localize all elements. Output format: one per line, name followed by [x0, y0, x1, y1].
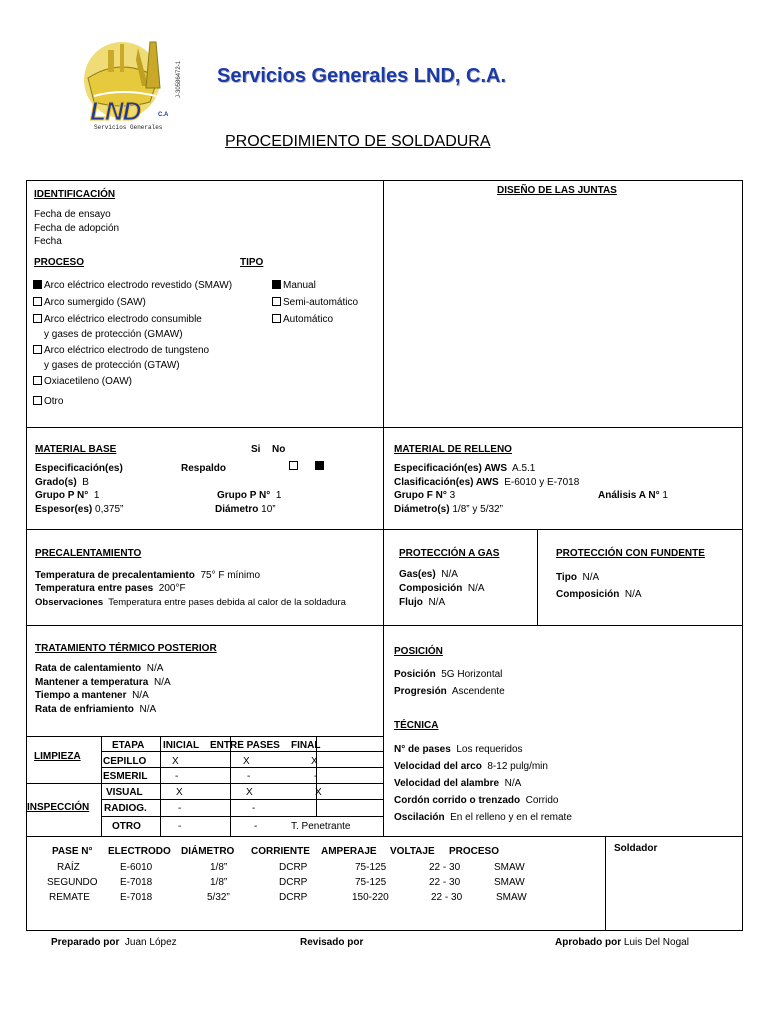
row-esmeril-etapa: ESMERIL	[103, 771, 148, 782]
row-visual-inicial: X	[176, 787, 183, 798]
pase-segundo-voltaje: 22 - 30	[429, 877, 461, 888]
row-otro-final: T. Penetrante	[291, 821, 351, 832]
revisado-por: Revisado por	[300, 937, 364, 948]
material-relleno-heading: MATERIAL DE RELLENO	[394, 444, 512, 455]
temp-precal-row: Temperatura de precalentamiento 75° F mínimo	[35, 570, 261, 581]
header-final: FINAL	[291, 740, 321, 751]
oscilacion-row: Oscilación En el relleno y en el remate	[394, 812, 572, 823]
row-radiog-inicial: -	[178, 803, 182, 814]
diseno-heading: DISEÑO DE LAS JUNTAS	[497, 185, 617, 196]
tratamiento-heading: TRATAMIENTO TÉRMICO POSTERIOR	[35, 643, 217, 654]
pases-header-electrodo: ELECTRODO	[108, 846, 171, 857]
proceso-option-gtaw-line2: y gases de protección (GTAW)	[44, 360, 180, 371]
grupo-f-row: Grupo F N° 3	[394, 490, 456, 501]
posicion-heading: POSICIÓN	[394, 646, 443, 657]
preparado-por: Preparado por Juan López	[51, 937, 177, 948]
fundente-composicion-row: Composición N/A	[556, 589, 642, 600]
proceso-option-gmaw[interactable]: Arco eléctrico electrodo consumible	[33, 314, 202, 325]
pases-header-diametro: DIÁMETRO	[181, 846, 235, 857]
pase-segundo-corriente: DCRP	[279, 877, 308, 888]
mantener-temp-row: Mantener a temperatura N/A	[35, 677, 171, 688]
checkbox-icon[interactable]	[33, 376, 42, 385]
header-entre-pases: ENTRE PASES	[210, 740, 280, 751]
checkbox-icon[interactable]	[272, 280, 281, 289]
row-visual-etapa: VISUAL	[106, 787, 143, 798]
num-pases-row: N° de pases Los requeridos	[394, 744, 523, 755]
diametros-row: Diámetro(s) 1/8” y 5/32”	[394, 504, 503, 515]
proceso-option-oaw[interactable]: Oxiacetileno (OAW)	[33, 376, 132, 387]
limpieza-label: LIMPIEZA	[34, 751, 81, 762]
row-cepillo-etapa: CEPILLO	[103, 756, 147, 767]
row-visual-entre: X	[246, 787, 253, 798]
analisis-row: Análisis A N° 1	[598, 490, 668, 501]
row-cepillo-entre: X	[243, 756, 250, 767]
logo-lnd-text: LND	[90, 96, 141, 126]
pases-header-amperaje: AMPERAJE	[321, 846, 377, 857]
pase-raiz-corriente: DCRP	[279, 862, 308, 873]
tipo-option-auto[interactable]: Automático	[272, 314, 333, 325]
company-name: Servicios Generales LND, C.A.	[217, 65, 507, 87]
row-esmeril-entre: -	[247, 771, 251, 782]
soldador-label: Soldador	[614, 843, 658, 854]
proceso-option-smaw[interactable]: Arco eléctrico electrodo revestido (SMAW)	[33, 280, 232, 291]
checkbox-icon[interactable]	[33, 396, 42, 405]
checkbox-icon[interactable]	[33, 314, 42, 323]
row-cepillo-final: X	[311, 756, 318, 767]
precalentamiento-heading: PRECALENTAMIENTO	[35, 548, 142, 559]
row-otro-inicial: -	[178, 821, 182, 832]
pase-remate-amperaje: 150-220	[352, 892, 389, 903]
proteccion-gas-heading: PROTECCIÓN A GAS	[399, 548, 500, 559]
pase-remate-diametro: 5/32”	[207, 892, 230, 903]
respaldo-si-checkbox[interactable]	[289, 461, 298, 470]
tecnica-heading: TÉCNICA	[394, 720, 439, 731]
pase-remate-pase: REMATE	[49, 892, 90, 903]
rata-enfriamiento-row: Rata de enfriamiento N/A	[35, 704, 157, 715]
rata-calentamiento-row: Rata de calentamiento N/A	[35, 663, 164, 674]
espec-aws-row: Especificación(es) AWS A.5.1	[394, 463, 536, 474]
gas-row: Gas(es) N/A	[399, 569, 458, 580]
pase-remate-proceso: SMAW	[496, 892, 527, 903]
checkbox-icon[interactable]	[33, 297, 42, 306]
respaldo-no-checkbox[interactable]	[315, 461, 324, 470]
pase-raiz-diametro: 1/8”	[210, 862, 228, 873]
pase-raiz-pase: RAÍZ	[57, 862, 80, 873]
pase-segundo-proceso: SMAW	[494, 877, 525, 888]
clasif-aws-row: Clasificación(es) AWS E-6010 y E-7018	[394, 477, 580, 488]
tipo-heading: TIPO	[240, 257, 264, 268]
proceso-option-saw[interactable]: Arco sumergido (SAW)	[33, 297, 146, 308]
company-logo	[76, 38, 194, 133]
tipo-option-manual[interactable]: Manual	[272, 280, 316, 291]
espesor-row: Espesor(es) 0,375”	[35, 504, 124, 515]
logo-subtext: Servicios Generales	[94, 124, 163, 131]
aprobado-por: Aprobado por Luis Del Nogal	[555, 937, 689, 948]
proceso-option-gmaw-line2: y gases de protección (GMAW)	[44, 329, 183, 340]
progresion-row: Progresión Ascendente	[394, 686, 505, 697]
observaciones-row: Observaciones Temperatura entre pases debida al calor de la soldadura	[35, 597, 346, 608]
fecha-adopcion-label: Fecha de adopción	[34, 223, 120, 234]
posicion-row: Posición 5G Horizontal	[394, 669, 503, 680]
pase-raiz-proceso: SMAW	[494, 862, 525, 873]
material-base-heading: MATERIAL BASE	[35, 444, 117, 455]
fecha-ensayo-label: Fecha de ensayo	[34, 209, 111, 220]
grupo2-row: Grupo P N° 1	[217, 490, 282, 501]
pase-segundo-amperaje: 75-125	[355, 877, 387, 888]
proceso-option-gtaw[interactable]: Arco eléctrico electrodo de tungsteno	[33, 345, 209, 356]
proceso-option-otro[interactable]: Otro	[33, 396, 63, 407]
si-label: Si	[251, 444, 261, 455]
row-cepillo-inicial: X	[172, 756, 179, 767]
temp-entre-row: Temperatura entre pases 200°F	[35, 583, 186, 594]
checkbox-icon[interactable]	[33, 280, 42, 289]
row-radiog-etapa: RADIOG.	[104, 803, 147, 814]
fundente-tipo-row: Tipo N/A	[556, 572, 600, 583]
doc-title: PROCEDIMIENTO DE SOLDADURA	[225, 133, 491, 150]
pase-raiz-amperaje: 75-125	[355, 862, 387, 873]
row-visual-final: X	[315, 787, 322, 798]
pase-segundo-electrodo: E-7018	[120, 877, 153, 888]
pases-header-corriente: CORRIENTE	[251, 846, 310, 857]
row-esmeril-final: -	[314, 771, 318, 782]
logo-ca-text: C.A	[158, 112, 169, 118]
grupo-row: Grupo P N° 1	[35, 490, 100, 501]
checkbox-icon[interactable]	[33, 345, 42, 354]
row-otro-etapa: OTRO	[112, 821, 141, 832]
fecha-label: Fecha	[34, 236, 62, 247]
especificacion-label: Especificación(es)	[35, 463, 123, 474]
grado-row: Grado(s) B	[35, 477, 89, 488]
pases-header-pase: PASE N°	[52, 846, 93, 857]
pases-header-voltaje: VOLTAJE	[390, 846, 435, 857]
pase-segundo-pase: SEGUNDO	[47, 877, 98, 888]
svg-text:J-30586472-1: J-30586472-1	[176, 60, 182, 98]
pase-remate-voltaje: 22 - 30	[431, 892, 463, 903]
proceso-heading: PROCESO	[34, 257, 85, 268]
checkbox-icon[interactable]	[272, 297, 281, 306]
flujo-row: Flujo N/A	[399, 597, 446, 608]
diametro-row: Diámetro 10”	[215, 504, 276, 515]
proteccion-fundente-heading: PROTECCIÓN CON FUNDENTE	[556, 548, 705, 559]
velocidad-arco-row: Velocidad del arco 8-12 pulg/min	[394, 761, 548, 772]
tiempo-mantener-row: Tiempo a mantener N/A	[35, 690, 149, 701]
pases-header-proceso: PROCESO	[449, 846, 500, 857]
row-radiog-entre: -	[252, 803, 256, 814]
respaldo-label: Respaldo	[181, 463, 227, 474]
pase-raiz-voltaje: 22 - 30	[429, 862, 461, 873]
header-inicial: INICIAL	[163, 740, 200, 751]
row-esmeril-inicial: -	[175, 771, 179, 782]
inspeccion-label: INSPECCIÓN	[27, 802, 90, 813]
header-etapa: ETAPA	[112, 740, 145, 751]
pase-remate-corriente: DCRP	[279, 892, 308, 903]
pase-segundo-diametro: 1/8”	[210, 877, 228, 888]
row-otro-entre: -	[254, 821, 258, 832]
gas-composicion-row: Composición N/A	[399, 583, 485, 594]
cordon-row: Cordón corrido o trenzado Corrido	[394, 795, 559, 806]
pase-remate-electrodo: E-7018	[120, 892, 153, 903]
identificacion-heading: IDENTIFICACIÓN	[34, 189, 116, 200]
no-label: No	[272, 444, 286, 455]
velocidad-alambre-row: Velocidad del alambre N/A	[394, 778, 522, 789]
checkbox-icon[interactable]	[272, 314, 281, 323]
pase-raiz-electrodo: E-6010	[120, 862, 153, 873]
tipo-option-semi[interactable]: Semi-automático	[272, 297, 358, 308]
